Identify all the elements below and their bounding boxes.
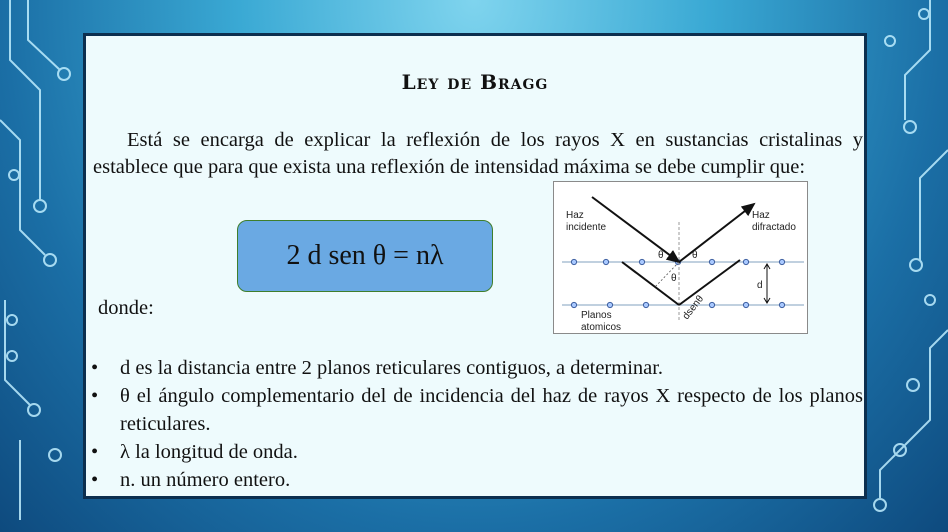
label-haz-difractado-2: difractado — [752, 222, 796, 233]
content-panel — [83, 33, 867, 499]
list-item — [91, 438, 863, 466]
label-planos-2: atomicos — [581, 322, 622, 333]
diffracted-ray-upper — [679, 204, 754, 262]
bragg-diagram-svg — [554, 182, 809, 335]
donde-label: donde: — [98, 297, 154, 319]
list-item-text: d es la distancia entre 2 planos reticulares contiguos, a determinar. — [120, 357, 664, 379]
label-theta-left: θ — [658, 250, 664, 261]
bullet-icon: • — [91, 385, 99, 407]
diffracted-ray-lower — [679, 260, 740, 305]
bullet-icon: • — [91, 357, 99, 379]
list-item — [91, 382, 863, 438]
list-item-text: n. un número entero. — [120, 469, 291, 491]
definitions-list — [91, 354, 863, 494]
label-d: d — [757, 280, 763, 291]
intro-paragraph: Está se encarga de explicar la reflexión de los rayos X en sustancias cristalinas y establece que para que exista una reflexión de intensidad máxima se debe cumplir que: — [93, 129, 863, 178]
label-haz-incidente-2: incidente — [566, 222, 607, 233]
label-haz-incidente-1: Haz — [566, 210, 584, 221]
list-item-text: λ la longitud de onda. — [120, 441, 298, 463]
label-dsen: dsenθ — [680, 293, 707, 322]
list-item-text: θ el ángulo complementario del de incidencia del haz de rayos X respecto de los planos reticulares. — [120, 385, 863, 435]
list-item — [91, 354, 863, 382]
bragg-diagram — [553, 181, 808, 334]
slide-title: Ley de Bragg — [401, 70, 549, 94]
bragg-formula-box — [237, 220, 493, 292]
label-haz-difractado-1: Haz — [752, 210, 770, 221]
label-planos-1: Planos — [581, 310, 612, 321]
label-theta-center: θ — [671, 273, 677, 284]
list-item — [91, 466, 863, 494]
bullet-icon: • — [91, 469, 99, 491]
label-theta-right: θ — [692, 250, 698, 261]
bullet-icon: • — [91, 441, 99, 463]
bragg-formula: 2 d sen θ = nλ — [286, 240, 444, 271]
